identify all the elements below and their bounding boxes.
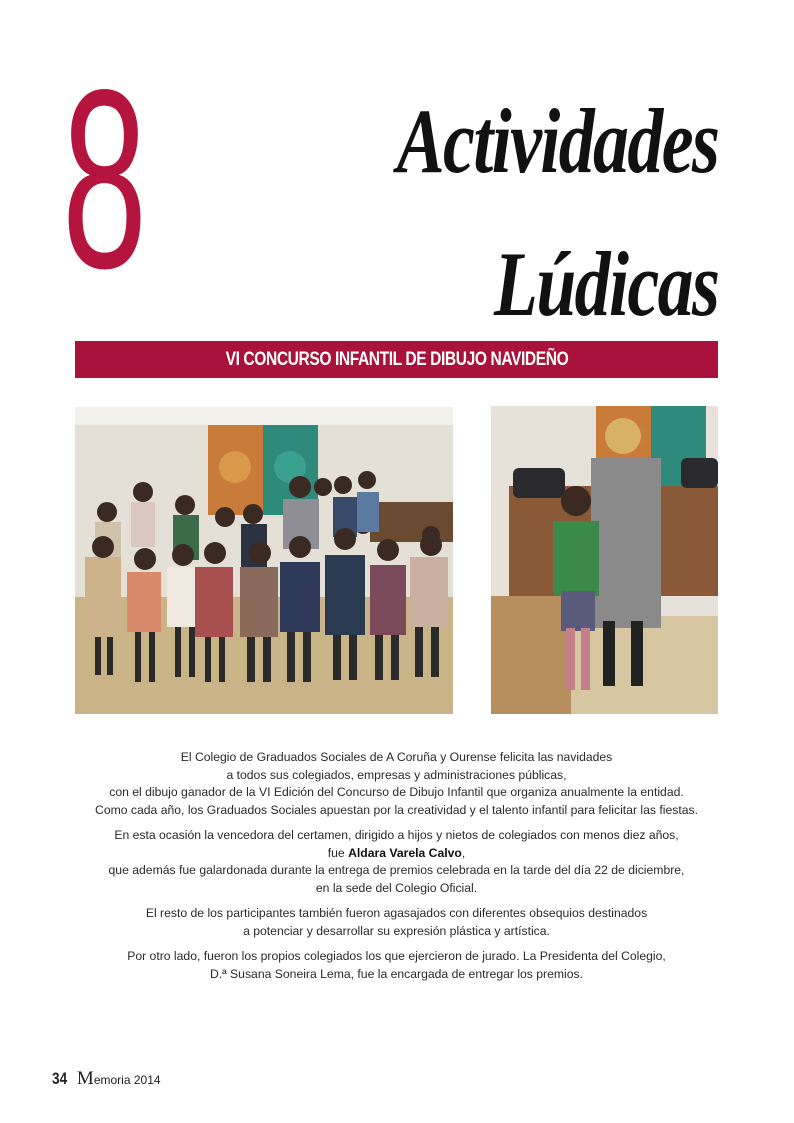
text-line: D.ª Susana Soneira Lema, fue la encargada de entregar los premios.: [209, 966, 584, 981]
text-line: El Colegio de Graduados Sociales de A Coruña y Ourense felicita las navidades: [180, 750, 613, 764]
page-number: 34: [52, 1069, 68, 1088]
text-line: que además fue galardonada durante la entrega de premios celebrada en la tarde del día 22 de diciembre,: [108, 863, 685, 877]
article-body: [75, 749, 718, 991]
paragraph-1: [75, 749, 718, 819]
text-line: a potenciar y desarrollar su expresión plástica y artística.: [243, 923, 550, 938]
title-line-2: Lúdicas: [493, 232, 718, 335]
group-photo: [75, 407, 453, 714]
section-banner-text: VI CONCURSO INFANTIL DE DIBUJO NAVIDEÑO: [225, 349, 568, 370]
publication-name: [77, 1068, 161, 1090]
publication-rest: emoria 2014: [93, 1073, 161, 1087]
text-line: Como cada año, los Graduados Sociales apuestan por la creatividad y el talento infantil para felicitar las fiestas.: [95, 802, 698, 817]
text-line: en la sede del Colegio Oficial.: [315, 880, 478, 895]
chapter-number: 8: [62, 37, 148, 322]
paragraph-4: [75, 948, 718, 983]
text-line: Por otro lado, fueron los propios colegiados los que ejercieron de jurado. La Presidenta del Colegio,: [127, 949, 666, 963]
text-line: En esta ocasión la vencedora del certamen, dirigido a hijos y nietos de colegiados con menos diez años,: [114, 828, 679, 842]
text-fragment: ,: [461, 845, 466, 860]
section-banner: [75, 341, 718, 378]
text-fragment: fue: [327, 845, 349, 860]
page-title: [306, 70, 718, 355]
award-photo: [491, 406, 718, 714]
winner-name: Aldara Varela Calvo: [348, 845, 462, 860]
publication-initial: M: [76, 1068, 94, 1089]
text-line: con el dibujo ganador de la VI Edición del Concurso de Dibujo Infantil que organiza anualmente la entidad.: [109, 785, 684, 799]
text-line-winner: [75, 845, 718, 863]
paragraph-3: [75, 905, 718, 940]
title-line-1: Actividades: [396, 90, 718, 192]
text-line: El resto de los participantes también fueron agasajados con diferentes obsequios destinados: [145, 906, 648, 920]
paragraph-2: [75, 827, 718, 897]
page-footer: [52, 1068, 161, 1090]
text-line: a todos sus colegiados, empresas y administraciones públicas,: [226, 767, 567, 782]
